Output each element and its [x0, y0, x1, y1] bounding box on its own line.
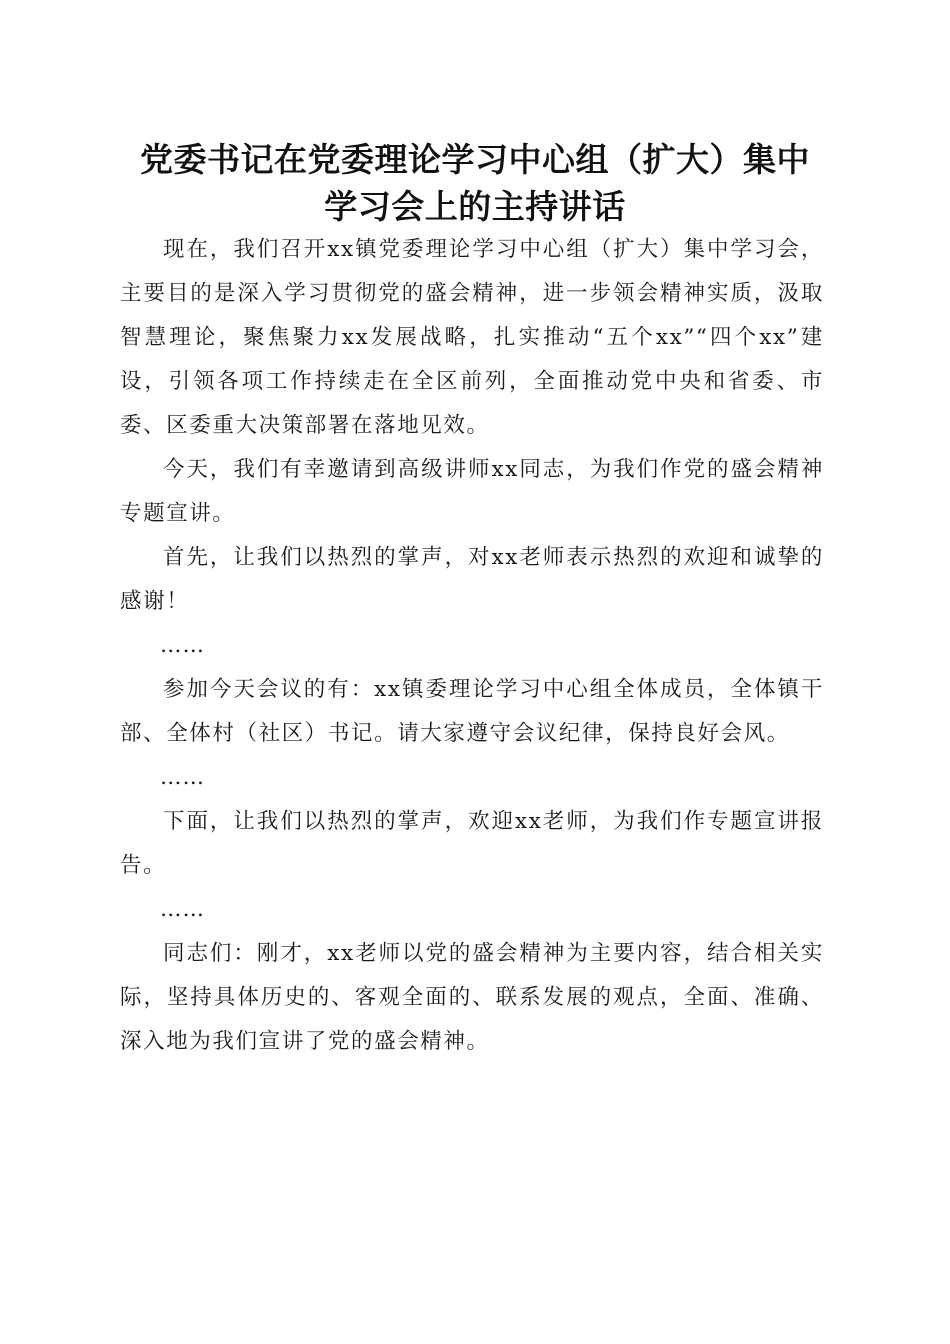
title-line-1: 党委书记在党委理论学习中心组（扩大）集中: [140, 140, 810, 179]
paragraph-summary: 同志们：刚才，xx老师以党的盛会精神为主要内容，结合相关实际，坚持具体历史的、客观全面的、联系发展的观点，全面、准确、深入地为我们宣讲了党的盛会精神。: [120, 941, 824, 1054]
ellipsis-2: ……: [160, 765, 205, 790]
title-line-2: 学习会上的主持讲话: [324, 187, 626, 226]
paragraph-welcome: 首先，让我们以热烈的掌声，对xx老师表示热烈的欢迎和诚挚的感谢！: [120, 545, 824, 614]
paragraph-invitation: 今天，我们有幸邀请到高级讲师xx同志，为我们作党的盛会精神专题宣讲。: [120, 457, 824, 526]
paragraph-opening: 现在，我们召开xx镇党委理论学习中心组（扩大）集中学习会，主要目的是深入学习贯彻党的盛会精神，进一步领会精神实质，汲取智慧理论，聚焦聚力xx发展战略，扎实推动“五个xx”“四个xx”建设，引领各项工作持续走在全区前列，全面推动党中央和省委、市委、区委重大决策部署在落地见效。: [120, 237, 824, 438]
paragraph-attendees: 参加今天会议的有：xx镇委理论学习中心组全体成员，全体镇干部、全体村（社区）书记。请大家遵守会议纪律，保持良好会风。: [120, 677, 824, 746]
ellipsis-1: ……: [160, 633, 205, 658]
page-title: [110, 136, 840, 230]
paragraph-introduce-speaker: 下面，让我们以热烈的掌声，欢迎xx老师，为我们作专题宣讲报告。: [120, 809, 824, 878]
ellipsis-3: ……: [160, 897, 205, 922]
document-body: [120, 228, 824, 1064]
